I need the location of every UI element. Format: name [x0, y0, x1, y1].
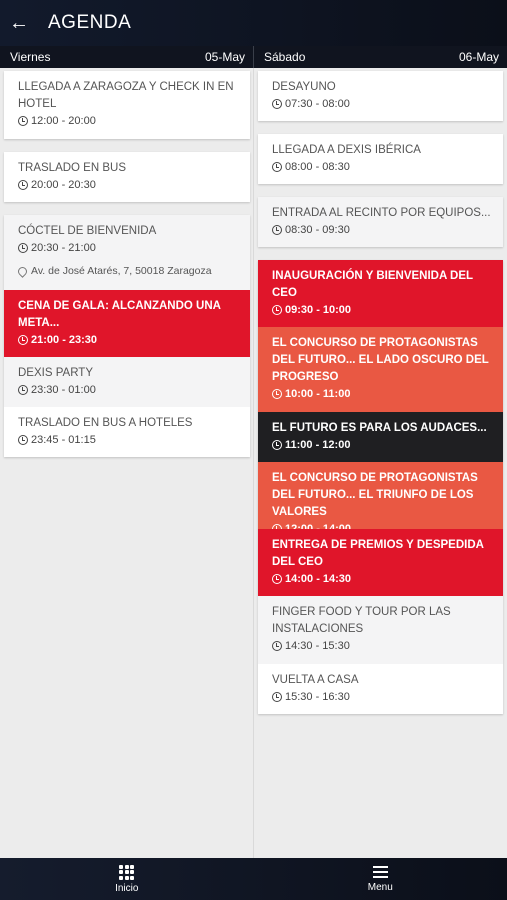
event-time: 15:30 - 16:30	[285, 691, 350, 703]
nav-tab-menu[interactable]	[254, 858, 507, 900]
event-time: 14:00 - 14:30	[285, 573, 352, 585]
event-time-row	[272, 437, 493, 453]
event-title: TRASLADO EN BUS	[18, 162, 126, 174]
event-time: 20:00 - 20:30	[31, 179, 96, 191]
bottom-navigation	[0, 858, 507, 900]
clock-icon	[18, 180, 28, 190]
event-futuro[interactable]	[258, 412, 503, 462]
event-party[interactable]	[4, 357, 250, 407]
event-title: TRASLADO EN BUS A HOTELES	[18, 417, 193, 429]
event-title: INAUGURACIÓN Y BIENVENIDA DEL CEO	[272, 270, 473, 299]
location-pin-icon	[16, 265, 29, 278]
event-finger-food[interactable]	[258, 596, 503, 664]
event-title: LLEGADA A DEXIS IBÉRICA	[272, 144, 421, 156]
event-card[interactable]	[258, 134, 503, 184]
event-time: 07:30 - 08:00	[285, 98, 350, 110]
event-time-row	[272, 222, 493, 238]
app-bar	[0, 0, 507, 46]
event-title: EL CONCURSO DE PROTAGONISTAS DEL FUTURO... EL TRIUNFO DE LOS VALORES	[272, 472, 478, 518]
nav-tab-label: Menu	[367, 881, 393, 893]
event-location-row	[18, 265, 240, 277]
clock-icon	[272, 389, 282, 399]
event-vuelta[interactable]	[258, 664, 503, 714]
event-time-row	[18, 177, 240, 193]
nav-tab-label: Inicio	[115, 882, 139, 894]
clock-icon	[272, 641, 282, 651]
clock-icon	[272, 305, 282, 315]
clock-icon	[272, 225, 282, 235]
event-desayuno[interactable]	[258, 71, 503, 121]
event-coctel[interactable]	[4, 215, 250, 290]
event-time: 08:00 - 08:30	[285, 161, 350, 173]
event-concurso-2[interactable]	[258, 462, 503, 529]
event-inauguracion[interactable]	[258, 260, 503, 327]
clock-icon	[18, 335, 28, 345]
event-card[interactable]	[4, 152, 250, 202]
event-time-row	[272, 571, 493, 587]
event-premios[interactable]	[258, 529, 503, 596]
event-title: CENA DE GALA: ALCANZANDO UNA META...	[18, 300, 221, 329]
event-card[interactable]	[258, 71, 503, 121]
event-time-row	[272, 386, 493, 402]
event-time: 08:30 - 09:30	[285, 224, 350, 236]
event-location: Av. de José Atarés, 7, 50018 Zaragoza	[31, 265, 212, 277]
friday-column	[0, 68, 253, 858]
event-title: FINGER FOOD Y TOUR POR LAS INSTALACIONES	[272, 606, 451, 635]
arrow-left-icon: ←	[9, 11, 29, 34]
event-llegada[interactable]	[4, 71, 250, 139]
clock-icon	[272, 574, 282, 584]
clock-icon	[272, 692, 282, 702]
clock-icon	[18, 243, 28, 253]
event-entrada[interactable]	[258, 197, 503, 247]
event-time-row	[272, 689, 493, 705]
event-concurso-1[interactable]	[258, 327, 503, 412]
day-date: 05-May	[204, 50, 245, 64]
clock-icon	[18, 385, 28, 395]
day-header-saturday	[254, 46, 507, 68]
clock-icon	[18, 435, 28, 445]
event-title: EL FUTURO ES PARA LOS AUDACES...	[272, 422, 487, 434]
event-title: DESAYUNO	[272, 81, 336, 93]
clock-icon	[272, 162, 282, 172]
event-time-row	[272, 638, 493, 654]
event-time: 10:00 - 11:00	[285, 388, 351, 400]
event-time: 14:30 - 15:30	[285, 640, 350, 652]
event-card[interactable]	[4, 71, 250, 139]
clock-icon	[18, 116, 28, 126]
event-time-row	[18, 332, 240, 348]
event-traslado-bus[interactable]	[4, 152, 250, 202]
event-card[interactable]	[258, 197, 503, 247]
page-title: AGENDA	[48, 12, 132, 33]
event-title: VUELTA A CASA	[272, 674, 359, 686]
nav-tab-inicio[interactable]	[0, 858, 254, 900]
event-time-row	[272, 96, 493, 112]
grid-icon	[119, 865, 134, 880]
clock-icon	[272, 440, 282, 450]
event-time: 12:00 - 20:00	[31, 115, 96, 127]
event-title: EL CONCURSO DE PROTAGONISTAS DEL FUTURO... EL LADO OSCURO DEL PROGRESO	[272, 337, 489, 383]
event-time: 20:30 - 21:00	[31, 242, 96, 254]
event-title: CÓCTEL DE BIENVENIDA	[18, 225, 157, 237]
event-llegada-dexis[interactable]	[258, 134, 503, 184]
event-time-row	[272, 159, 493, 175]
event-time-row	[18, 382, 240, 398]
day-header-friday	[0, 46, 253, 68]
event-traslado-hoteles[interactable]	[4, 407, 250, 457]
event-title: LLEGADA A ZARAGOZA Y CHECK IN EN HOTEL	[18, 81, 234, 110]
day-date: 06-May	[458, 50, 499, 64]
event-time: 09:30 - 10:00	[285, 304, 352, 316]
saturday-column	[254, 68, 507, 858]
back-button[interactable]	[1, 0, 37, 46]
event-time-row	[18, 240, 240, 256]
event-group-card	[258, 260, 503, 714]
event-title: ENTRADA AL RECINTO POR EQUIPOS...	[272, 207, 491, 219]
event-group-card	[4, 215, 250, 457]
menu-icon	[373, 866, 388, 878]
event-title: ENTREGA DE PREMIOS Y DESPEDIDA DEL CEO	[272, 539, 484, 568]
event-time: 11:00 - 12:00	[285, 439, 351, 451]
event-cena[interactable]	[4, 290, 250, 357]
day-name: Viernes	[10, 50, 51, 64]
event-time-row	[272, 302, 493, 318]
event-time: 23:30 - 01:00	[31, 384, 96, 396]
day-name: Sábado	[264, 50, 306, 64]
event-time: 23:45 - 01:15	[31, 434, 96, 446]
clock-icon	[272, 99, 282, 109]
event-time-row	[18, 432, 240, 448]
event-time-row	[18, 113, 240, 129]
event-title: DEXIS PARTY	[18, 367, 93, 379]
event-time: 21:00 - 23:30	[31, 334, 98, 346]
